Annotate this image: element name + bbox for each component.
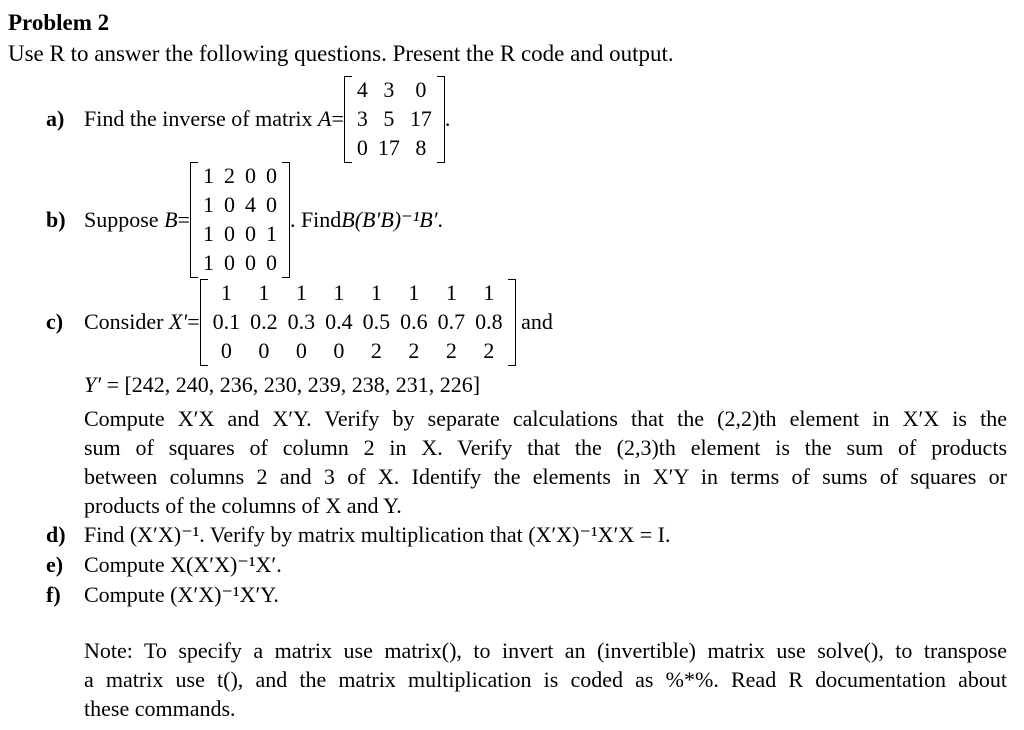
matrix-x-transpose-cell: 1 bbox=[295, 280, 307, 306]
matrix-x-transpose-cell: 1 bbox=[445, 280, 457, 306]
question-c-line: sum of squares of column 2 in X. Verify that the (2,3)th element is the sum of products bbox=[84, 435, 1007, 460]
matrix-a-cell: 17 bbox=[409, 106, 432, 132]
note-line: Note: To specify a matrix use matrix(), to invert an (invertible) matrix use solve(), to transpose bbox=[84, 638, 1007, 663]
matrix-x-transpose-cell: 0 bbox=[220, 338, 232, 364]
question-d-text: Find (X′X)⁻¹. Verify by matrix multiplication that (X′X)⁻¹X′X = I. bbox=[84, 522, 671, 547]
question-e-label: e) bbox=[46, 552, 64, 577]
question-f-label: f) bbox=[46, 582, 61, 607]
matrix-x-transpose-cell: 0.5 bbox=[362, 309, 391, 335]
matrix-b-row bbox=[198, 162, 282, 191]
and-text: and bbox=[521, 309, 553, 335]
matrix-a bbox=[344, 76, 445, 163]
matrix-b-cell: 2 bbox=[223, 163, 235, 189]
question-c-text: Consider bbox=[84, 309, 164, 335]
matrix-x-transpose-cell: 0 bbox=[333, 338, 345, 364]
matrix-a-cell: 4 bbox=[356, 77, 368, 103]
matrix-a-cell: 3 bbox=[383, 77, 395, 103]
matrix-b-symbol: B bbox=[164, 206, 178, 232]
question-d bbox=[46, 520, 671, 549]
matrix-x-transpose-cell: 0 bbox=[295, 338, 307, 364]
period: . bbox=[437, 206, 444, 232]
equals-sign: = bbox=[177, 206, 190, 232]
equals-sign: = bbox=[331, 106, 344, 132]
matrix-a-row bbox=[352, 134, 437, 163]
intro-text: Use R to answer the following questions. Present the R code and output. bbox=[8, 41, 674, 66]
question-c-line: Compute X′X and X′Y. Verify by separate calculations that the (2,2)th element in X′X is the bbox=[84, 406, 1007, 431]
matrix-b-cell: 0 bbox=[244, 163, 256, 189]
question-a-label: a) bbox=[46, 106, 65, 132]
matrix-x-transpose-row bbox=[208, 337, 508, 366]
matrix-x-transpose-symbol: X′ bbox=[168, 309, 188, 335]
matrix-x-transpose-cell: 0.6 bbox=[400, 309, 428, 335]
question-b-after: . Find bbox=[289, 206, 342, 232]
matrix-x-transpose-cell: 1 bbox=[370, 280, 382, 306]
matrix-a-cell: 3 bbox=[356, 106, 368, 132]
matrix-x-transpose-cell: 0.1 bbox=[212, 309, 241, 335]
matrix-a-row bbox=[352, 105, 437, 134]
matrix-x-transpose-cell: 2 bbox=[408, 338, 420, 364]
question-b-label: b) bbox=[46, 206, 66, 232]
matrix-x-transpose-cell: 1 bbox=[220, 280, 232, 306]
equals-sign: = bbox=[187, 309, 200, 335]
equals-sign: = bbox=[101, 372, 125, 397]
question-c-line: products of the columns of X and Y. bbox=[84, 493, 402, 518]
matrix-x-transpose-cell: 0.8 bbox=[475, 309, 503, 335]
matrix-b-cell: 0 bbox=[223, 221, 235, 247]
question-e-text: Compute X(X′X)⁻¹X′. bbox=[84, 552, 282, 577]
matrix-b-cell: 0 bbox=[265, 250, 277, 276]
question-c bbox=[46, 279, 553, 366]
matrix-b-cell: 0 bbox=[223, 250, 235, 276]
matrix-a-cell: 8 bbox=[415, 135, 427, 161]
matrix-b-cell: 0 bbox=[244, 250, 256, 276]
matrix-x-transpose-cell: 1 bbox=[408, 280, 420, 306]
question-c-label: c) bbox=[46, 309, 64, 335]
matrix-x-transpose-cell: 0.2 bbox=[250, 309, 278, 335]
matrix-b-cell: 0 bbox=[244, 221, 256, 247]
period: . bbox=[444, 106, 451, 132]
question-c-body bbox=[84, 404, 1007, 520]
matrix-b-row bbox=[198, 191, 282, 220]
matrix-b-cell: 1 bbox=[202, 221, 214, 247]
matrix-b bbox=[190, 162, 290, 278]
matrix-b-cell: 4 bbox=[244, 192, 256, 218]
matrix-b-cell: 1 bbox=[202, 163, 214, 189]
y-transpose-symbol: Y′ bbox=[84, 372, 102, 397]
matrix-x-transpose-cell: 1 bbox=[333, 280, 345, 306]
matrix-x-transpose-cell: 0.3 bbox=[287, 309, 316, 335]
question-b-text: Suppose bbox=[84, 206, 159, 232]
matrix-a-cell: 5 bbox=[383, 106, 395, 132]
question-f-text: Compute (X′X)⁻¹X′Y. bbox=[84, 582, 279, 607]
note bbox=[84, 636, 1007, 723]
matrix-b-cell: 0 bbox=[265, 163, 277, 189]
matrix-x-transpose-row bbox=[208, 308, 508, 337]
matrix-a-cell: 17 bbox=[377, 135, 400, 161]
matrix-b-cell: 1 bbox=[265, 221, 277, 247]
matrix-x-transpose-cell: 0.7 bbox=[437, 309, 466, 335]
matrix-a-symbol: A bbox=[318, 106, 332, 132]
matrix-x-transpose-cell: 2 bbox=[370, 338, 382, 364]
matrix-x-transpose-cell: 0 bbox=[258, 338, 270, 364]
matrix-x-transpose-row bbox=[208, 279, 508, 308]
y-vector-values: [242, 240, 236, 230, 239, 238, 231, 226] bbox=[124, 372, 481, 397]
matrix-x-transpose bbox=[200, 279, 516, 366]
matrix-x-transpose-cell: 1 bbox=[483, 280, 495, 306]
matrix-x-transpose-cell: 0.4 bbox=[325, 309, 353, 335]
y-vector-line bbox=[84, 370, 480, 399]
matrix-x-transpose-cell: 2 bbox=[445, 338, 457, 364]
matrix-b-cell: 0 bbox=[223, 192, 235, 218]
matrix-a-row bbox=[352, 76, 437, 105]
question-a bbox=[46, 76, 450, 163]
matrix-b-cell: 0 bbox=[265, 192, 277, 218]
question-a-text: Find the inverse of matrix bbox=[84, 106, 313, 132]
matrix-b-row bbox=[198, 220, 282, 249]
matrix-b-cell: 1 bbox=[202, 192, 214, 218]
question-e bbox=[46, 550, 282, 579]
matrix-x-transpose-cell: 2 bbox=[483, 338, 495, 364]
matrix-a-cell: 0 bbox=[356, 135, 368, 161]
question-b-expression: B(B′B)⁻¹B′ bbox=[341, 206, 438, 232]
problem-title: Problem 2 bbox=[8, 10, 110, 35]
note-line: a matrix use t(), and the matrix multiplication is coded as %*%. Read R documentation about bbox=[84, 667, 1007, 692]
question-f bbox=[46, 580, 279, 609]
matrix-x-transpose-cell: 1 bbox=[258, 280, 270, 306]
matrix-b-row bbox=[198, 249, 282, 278]
question-d-label: d) bbox=[46, 522, 66, 547]
question-c-line: between columns 2 and 3 of X. Identify the elements in X′Y in terms of sums of squares or bbox=[84, 464, 1007, 489]
note-line: these commands. bbox=[84, 696, 236, 721]
matrix-b-cell: 1 bbox=[202, 250, 214, 276]
matrix-a-cell: 0 bbox=[415, 77, 427, 103]
question-b bbox=[46, 162, 443, 278]
